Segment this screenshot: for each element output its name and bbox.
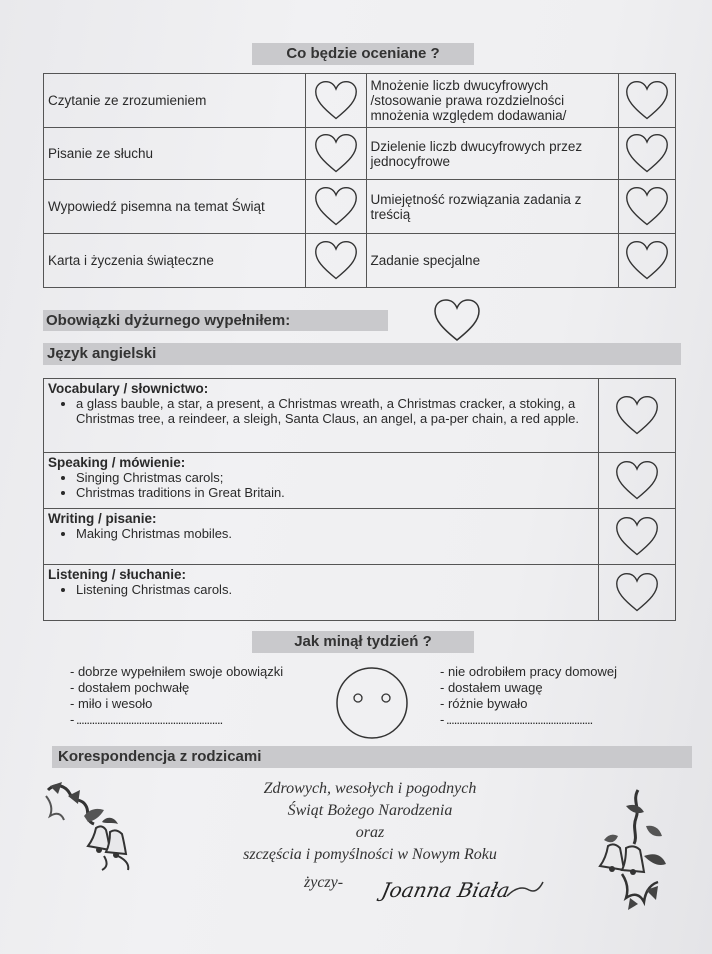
- week-title: Jak minął tydzień ?: [252, 631, 474, 653]
- assessment-right-item: Mnożenie liczb dwucyfrowych /stosowanie prawa rozdzielności mnożenia względem dodawania/: [366, 74, 618, 128]
- heart-icon: [306, 128, 366, 180]
- week-negative-item: - ........................................................: [440, 712, 593, 727]
- teacher-signature: Joanna Biała: [379, 878, 513, 902]
- wish-line: Zdrowych, wesołych i pogodnych: [263, 780, 477, 797]
- week-negative-item: - różnie bywało: [440, 696, 528, 711]
- heart-icon: [306, 74, 366, 128]
- assessment-right-item: Umiejętność rozwiązania zadania z treścią: [366, 180, 618, 234]
- christmas-bells-illustration-left: [44, 776, 134, 872]
- assessment-right-item: Dzielenie liczb dwucyfrowych przez jednocyfrowe: [366, 128, 618, 180]
- heart-icon: [618, 128, 675, 180]
- assessment-left-item: Pisanie ze słuchu: [44, 128, 306, 180]
- wish-signoff: życzy-: [304, 874, 344, 891]
- assessment-left-item: Karta i życzenia świąteczne: [44, 234, 306, 288]
- heart-icon: [618, 74, 675, 128]
- wishes-text: [200, 778, 540, 866]
- heart-icon: [599, 509, 676, 565]
- english-section-speaking: Speaking / mówienie: • Singing Christmas carols; • Christmas traditions in Great Britain.: [44, 453, 599, 509]
- week-negative-list: [440, 664, 617, 728]
- english-bullet: • a glass bauble, a star, a present, a Christmas wreath, a Christmas cracker, a stoking, a Christmas tree, a reindeer, a sleigh, Santa Claus, an angel, a pa-per chain, a red apple.: [76, 396, 594, 426]
- blank-face-icon: [334, 665, 410, 741]
- heart-icon: [618, 180, 675, 234]
- assessment-left-item: Wypowiedź pisemna na temat Świąt: [44, 180, 306, 234]
- week-positive-item: - miło i wesoło: [70, 696, 153, 711]
- parents-title: Korespondencja z rodzicami: [52, 746, 692, 768]
- heart-icon: [432, 297, 482, 345]
- heart-icon: [599, 453, 676, 509]
- heart-icon: [306, 234, 366, 288]
- heart-icon: [599, 565, 676, 621]
- signature-flourish: [505, 876, 545, 902]
- english-section-listening: Listening / słuchanie: • Listening Christmas carols.: [44, 565, 599, 621]
- english-bullet: • Singing Christmas carols;: [76, 470, 594, 485]
- english-title: Język angielski: [43, 343, 681, 365]
- english-section-writing: Writing / pisanie: • Making Christmas mobiles.: [44, 509, 599, 565]
- assessment-title: Co będzie oceniane ?: [252, 43, 474, 65]
- wish-line: Świąt Bożego Narodzenia: [287, 802, 453, 819]
- assessment-table: [43, 73, 676, 288]
- heart-icon: [306, 180, 366, 234]
- week-negative-item: - nie odrobiłem pracy domowej: [440, 664, 618, 679]
- english-bullet: • Christmas traditions in Great Britain.: [76, 485, 594, 500]
- assessment-left-item: Czytanie ze zrozumieniem: [44, 74, 306, 128]
- heart-icon: [618, 234, 675, 288]
- english-table: [43, 378, 676, 621]
- assessment-right-item: Zadanie specjalne: [366, 234, 618, 288]
- heart-icon: [599, 379, 676, 453]
- wish-line: oraz: [355, 824, 385, 841]
- duty-label: Obowiązki dyżurnego wypełniłem:: [43, 310, 388, 331]
- week-positive-item: - ........................................................: [70, 712, 223, 727]
- english-bullet: • Listening Christmas carols.: [76, 582, 594, 597]
- english-bullet: • Making Christmas mobiles.: [76, 526, 594, 541]
- week-positive-item: - dobrze wypełniłem swoje obowiązki: [70, 664, 284, 679]
- week-positive-list: [70, 664, 283, 728]
- week-positive-item: - dostałem pochwałę: [70, 680, 190, 695]
- english-section-vocabulary: Vocabulary / słownictwo: • a glass bauble, a star, a present, a Christmas wreath, a Christmas cracker, a stoking, a Christmas tree, a reindeer, a sleigh, Santa Claus, an angel, a pa-per chain, a red apple.: [44, 379, 599, 453]
- christmas-bells-illustration-right: [586, 786, 676, 914]
- week-negative-item: - dostałem uwagę: [440, 680, 543, 695]
- wish-line: szczęścia i pomyślności w Nowym Roku: [243, 846, 497, 863]
